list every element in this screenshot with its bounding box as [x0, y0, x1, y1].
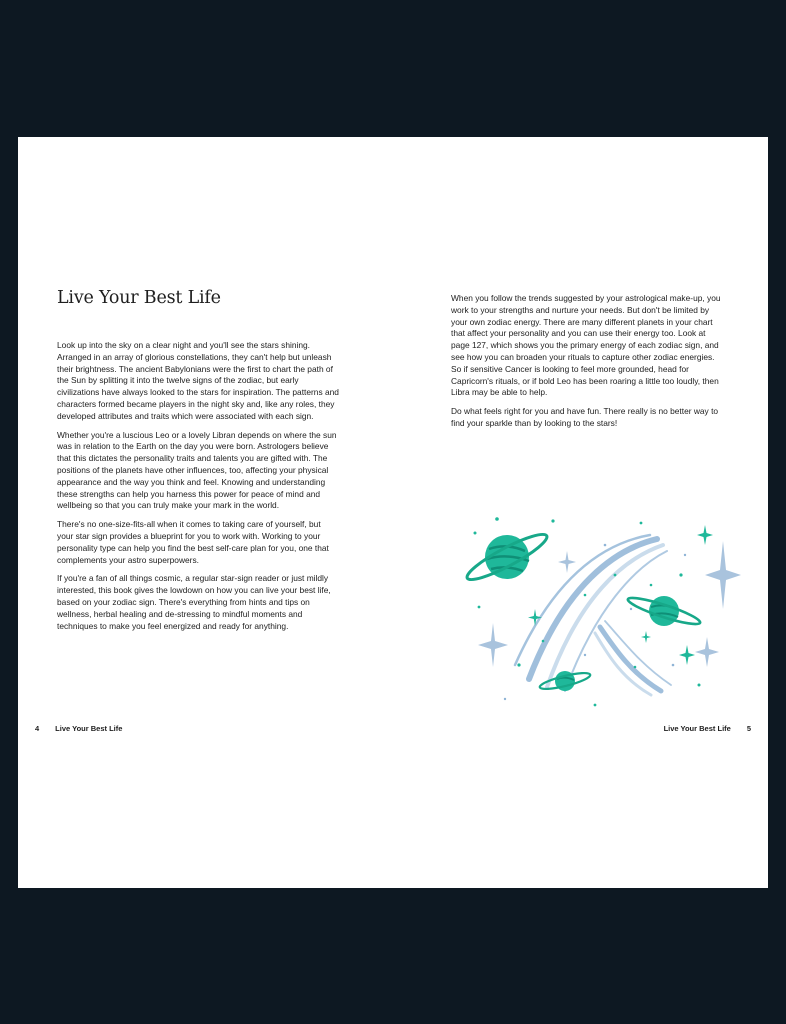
body-paragraph: If you're a fan of all things cosmic, a regular star-sign reader or just mildly interested, this book gives the lowdown on how you can live your best life, based on your zodiac sign. There's everything from hints and tips on wellness, herbal healing and de-stressing to mindful moments and techniques to make you feel energized and ready for anything.	[57, 573, 331, 631]
left-column	[57, 340, 339, 639]
running-head: Live Your Best Life	[663, 724, 731, 733]
sparkle-large-right-icon	[705, 541, 741, 609]
page-number: 5	[746, 724, 751, 733]
body-paragraph: Look up into the sky on a clear night and you'll see the stars shining. Arranged in an array of glorious constellations, they can't help but unleash their brightness. The ancient Babylonians were the first to chart the path of the Sun by splitting it into the twelve signs of the zodiac, but early civilizations have always looked to the stars for inspiration. The patterns and characters formed became players in the night sky and, like any roles, they developed attributes and traits which were associated with each sign.	[57, 340, 339, 421]
comet-trails	[515, 535, 671, 695]
page-title: Live Your Best Life	[57, 288, 221, 308]
running-head: Live Your Best Life	[55, 724, 123, 733]
body-paragraph: When you follow the trends suggested by your astrological make-up, you work to your strengths and nurture your needs. But don't be limited by your own zodiac energy. There are many different planets in your chart that affect your personality and you can use their energy too. Look at page 127, which shows you the primary energy of each zodiac sign, and see how you can broaden your rituals to capture other zodiac energies. So if sensitive Cancer is looking to feel more grounded, head for Capricorn's rituals, or if bold Leo has been roaring a little too loudly, then Libra may be able to help.	[451, 293, 721, 398]
ringed-planet-medium-icon	[626, 594, 702, 629]
sparkle-bottom-right-icon	[695, 637, 719, 667]
ringed-planet-small-icon	[539, 670, 592, 692]
left-page-footer	[35, 724, 122, 733]
sparkle-left-icon	[478, 623, 508, 667]
body-paragraph: Whether you're a luscious Leo or a lovely Libran depends on where the sun was in relation to the Earth on the day you were born. Astrologers believe that this dictates the personality traits and talents you are gifted with. The positions of the planets have other influences, too, affecting your physical appearance and the way you think and feel. Knowing and understanding these strengths can help you harness this power for peace of mind and wellbeing so that you can truly make your mark in the world.	[57, 429, 337, 511]
ringed-planet-large-icon	[463, 528, 551, 586]
body-paragraph: There's no one-size-fits-all when it comes to taking care of yourself, but your star sign provides a blueprint for you to work with. Working to your personality type can help you find the best self-care plan for you, one that complements your astro superpowers.	[57, 519, 329, 565]
sparkle-small-icon	[558, 551, 576, 573]
planets-and-comets-illustration-icon	[445, 515, 745, 711]
right-page-footer	[664, 724, 751, 733]
right-column	[451, 293, 723, 437]
body-paragraph: Do what feels right for you and have fun. There really is no better way to find your sparkle than by looking to the stars!	[451, 406, 719, 428]
page-number: 4	[35, 724, 40, 733]
book-spread	[18, 137, 768, 888]
